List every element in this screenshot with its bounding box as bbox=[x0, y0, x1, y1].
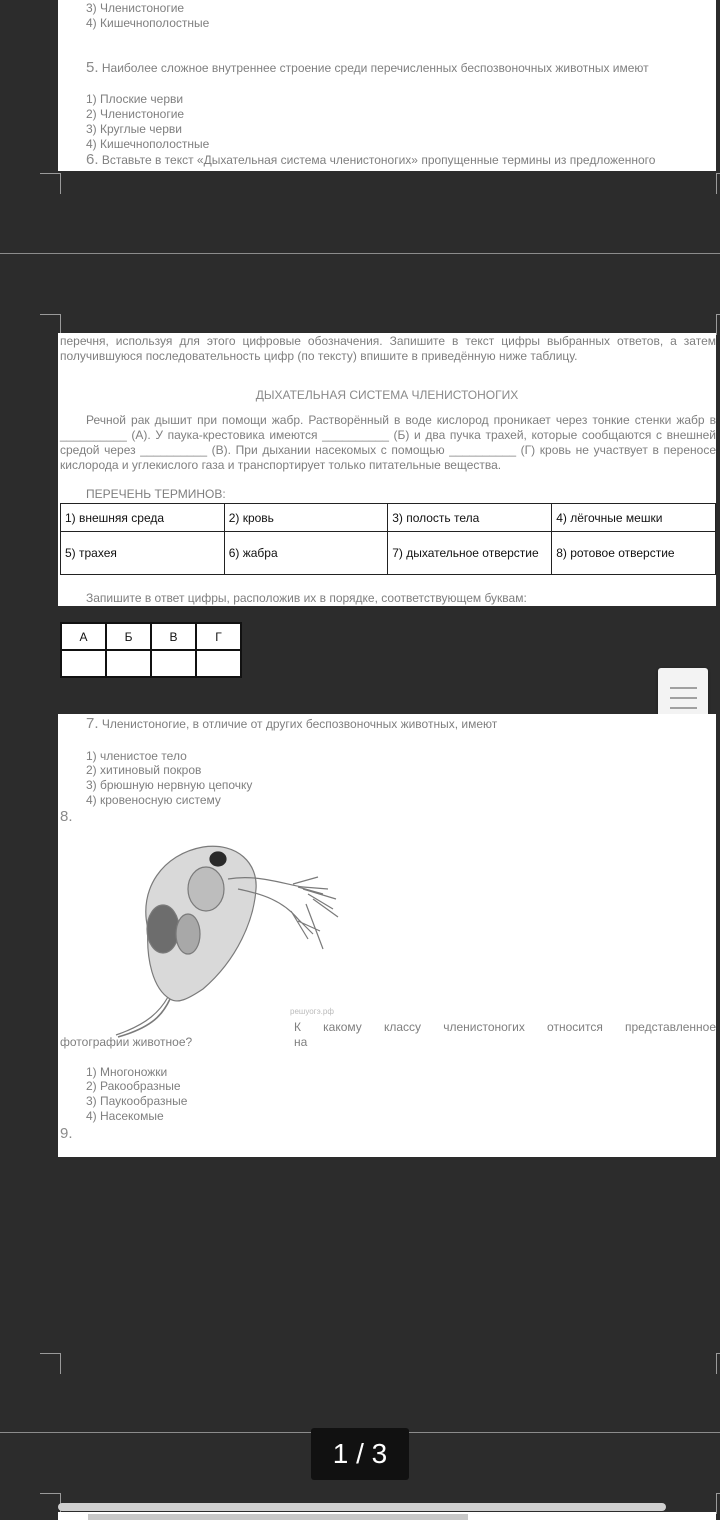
question-number: 8. bbox=[60, 808, 73, 825]
terms-table bbox=[60, 503, 716, 575]
question-number: 7. bbox=[86, 715, 99, 732]
page-corner-mark bbox=[716, 1353, 720, 1374]
question-6 bbox=[86, 152, 655, 168]
option-text: 3) Членистоногие bbox=[86, 1, 185, 15]
question-number: 9. bbox=[60, 1125, 73, 1142]
option-text: 3) Круглые черви bbox=[86, 122, 182, 136]
answer-input-cell[interactable] bbox=[61, 650, 106, 677]
page-corner-mark bbox=[40, 173, 61, 194]
question-6-intro: перечня, используя для этого цифровые обозначения. Запишите в текст цифры выбранных ответов, а затем получившуюся последовательность цифр (по тексту) впишите в приведённую ниже таблицу. bbox=[60, 334, 716, 363]
option-text: 2) Ракообразные bbox=[86, 1079, 181, 1093]
question-text: К какому классу членистоногих относится представленное на bbox=[294, 1020, 716, 1049]
question-text: Членистоногие, в отличие от других беспозвоночных животных, имеют bbox=[101, 717, 498, 731]
hamburger-icon bbox=[670, 707, 697, 709]
terms-label: ПЕРЕЧЕНЬ ТЕРМИНОВ: bbox=[86, 487, 226, 501]
answer-header-cell: Г bbox=[196, 623, 241, 650]
hamburger-icon bbox=[670, 697, 697, 699]
text-paragraph: Речной рак дышит при помощи жабр. Растворённый в воде кислород проникает через тонкие стенки жабр в __________ (А). У паука-крестовика имеются __________ (Б) и два пучка трахей, которые сообщаются с внешней средой через __________ (В). При дыхании насекомых с помощью __________ (Г) кровь не участвует в переносе кислорода и углекислого газа и транспортирует только питательные вещества. bbox=[60, 413, 716, 472]
text-heading: ДЫХАТЕЛЬНАЯ СИСТЕМА ЧЛЕНИСТОНОГИХ bbox=[255, 388, 519, 402]
answer-header-cell: А bbox=[61, 623, 106, 650]
question-5 bbox=[86, 60, 649, 76]
question-number: 6. bbox=[86, 151, 99, 168]
question-7 bbox=[86, 716, 497, 732]
option-text: 1) Плоские черви bbox=[86, 92, 184, 106]
page-corner-mark bbox=[40, 314, 61, 335]
option-text: 2) Членистоногие bbox=[86, 107, 185, 121]
question-text: Вставьте в текст «Дыхательная система членистоногих» пропущенные термины из предложенного bbox=[101, 153, 656, 167]
horizontal-scrollbar[interactable] bbox=[58, 1503, 666, 1511]
page-corner-mark bbox=[716, 1493, 720, 1514]
document-page-1 bbox=[58, 0, 716, 171]
answer-header-cell: Б bbox=[106, 623, 151, 650]
option-text: 2) хитиновый покров bbox=[86, 763, 202, 777]
page-divider bbox=[0, 253, 720, 254]
option-text: 1) членистое тело bbox=[86, 749, 187, 763]
daphnia-image bbox=[108, 839, 348, 1039]
answer-input-cell[interactable] bbox=[106, 650, 151, 677]
term-cell: 3) полость тела bbox=[388, 504, 552, 532]
question-text: Наиболее сложное внутреннее строение среди перечисленных беспозвоночных животных имеют bbox=[101, 61, 649, 75]
hamburger-icon bbox=[670, 687, 697, 689]
term-cell: 6) жабра bbox=[224, 532, 388, 575]
document-page-3 bbox=[58, 714, 716, 1157]
option-text: 4) кровеносную систему bbox=[86, 793, 221, 807]
answer-header-cell: В bbox=[151, 623, 196, 650]
page-indicator: 1 / 3 bbox=[311, 1428, 409, 1480]
option-text: 1) Многоножки bbox=[86, 1065, 168, 1079]
term-cell: 8) ротовое отверстие bbox=[552, 532, 716, 575]
answer-instruction: Запишите в ответ цифры, расположив их в порядке, соответствующем буквам: bbox=[86, 591, 527, 605]
option-text: 4) Насекомые bbox=[86, 1109, 164, 1123]
option-text: 4) Кишечнополостные bbox=[86, 16, 210, 30]
page-corner-mark bbox=[40, 1353, 61, 1374]
page-corner-mark bbox=[716, 314, 720, 335]
document-page-2 bbox=[58, 333, 716, 606]
term-cell: 4) лёгочные мешки bbox=[552, 504, 716, 532]
page-corner-mark bbox=[716, 173, 720, 194]
answer-input-cell[interactable] bbox=[151, 650, 196, 677]
option-text: 4) Кишечнополостные bbox=[86, 137, 210, 151]
question-number: 5. bbox=[86, 59, 99, 76]
page-corner-mark bbox=[40, 1493, 61, 1514]
term-cell: 7) дыхательное отверстие bbox=[388, 532, 552, 575]
answer-table bbox=[60, 622, 242, 678]
option-text: 3) брюшную нервную цепочку bbox=[86, 778, 253, 792]
question-text: фотографии животное? bbox=[60, 1035, 193, 1049]
image-watermark: решуогэ.рф bbox=[290, 1007, 334, 1016]
document-page-4 bbox=[58, 1512, 716, 1520]
term-cell: 2) кровь bbox=[224, 504, 388, 532]
term-cell: 5) трахея bbox=[61, 532, 225, 575]
page-content-preview bbox=[88, 1514, 468, 1520]
answer-input-cell[interactable] bbox=[196, 650, 241, 677]
term-cell: 1) внешняя среда bbox=[61, 504, 225, 532]
option-text: 3) Паукообразные bbox=[86, 1094, 188, 1108]
